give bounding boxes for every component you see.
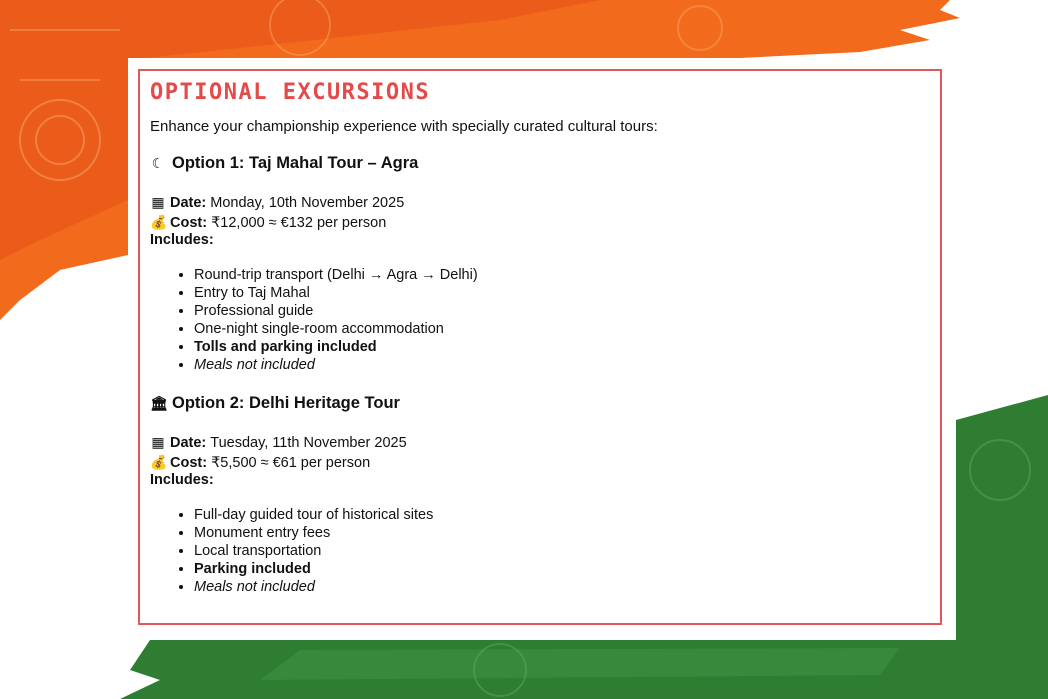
list-item: • Parking included xyxy=(194,560,433,578)
option-1-cost-value: ₹12,000 ≈ €132 per person xyxy=(211,214,387,231)
option-1-includes-list xyxy=(150,266,478,374)
option-1-date xyxy=(150,194,404,211)
list-item: • Meals not included xyxy=(194,578,433,596)
option-2-date-value: Tuesday, 11th November 2025 xyxy=(210,434,407,451)
list-item: • Professional guide xyxy=(194,302,478,320)
cost-label: Cost: xyxy=(170,214,208,231)
list-item: • Local transportation xyxy=(194,542,433,560)
option-1-title-text: Option 1: Taj Mahal Tour – Agra xyxy=(172,154,419,172)
money-bag-icon: 💰 xyxy=(150,214,168,230)
option-2-includes-label: Includes: xyxy=(150,472,214,488)
option-2-title-text: Option 2: Delhi Heritage Tour xyxy=(172,394,400,412)
cost-label: Cost: xyxy=(170,454,208,471)
option-1-cost xyxy=(150,214,386,231)
option-1-title xyxy=(150,154,418,173)
option-1-includes-label: Includes: xyxy=(150,232,214,248)
list-item: • Round-trip transport (Delhi → Agra → Delhi) xyxy=(194,266,478,284)
calendar-icon: ▦ xyxy=(151,194,165,210)
museum-icon: 🏛 xyxy=(150,395,168,411)
option-2-date xyxy=(150,434,407,451)
money-bag-icon: 💰 xyxy=(150,454,168,470)
section-heading: OPTIONAL EXCURSIONS xyxy=(150,80,431,105)
calendar-icon: ▦ xyxy=(151,434,165,450)
list-item: • Monument entry fees xyxy=(194,524,433,542)
list-item: • Meals not included xyxy=(194,356,478,374)
list-item: • One-night single-room accommodation xyxy=(194,320,478,338)
option-2-title xyxy=(150,394,400,413)
date-label: Date: xyxy=(170,194,207,211)
option-2-cost-value: ₹5,500 ≈ €61 per person xyxy=(211,454,371,471)
option-1-date-value: Monday, 10th November 2025 xyxy=(210,194,405,211)
date-label: Date: xyxy=(170,434,207,451)
intro-text: Enhance your championship experience with specially curated cultural tours: xyxy=(150,118,658,135)
excursions-section xyxy=(150,80,930,595)
option-2-includes-list xyxy=(150,506,433,596)
list-item: • Entry to Taj Mahal xyxy=(194,284,478,302)
option-2-cost xyxy=(150,454,370,471)
moon-icon: ☾ xyxy=(151,155,165,171)
list-item: • Full-day guided tour of historical sites xyxy=(194,506,433,524)
list-item: • Tolls and parking included xyxy=(194,338,478,356)
